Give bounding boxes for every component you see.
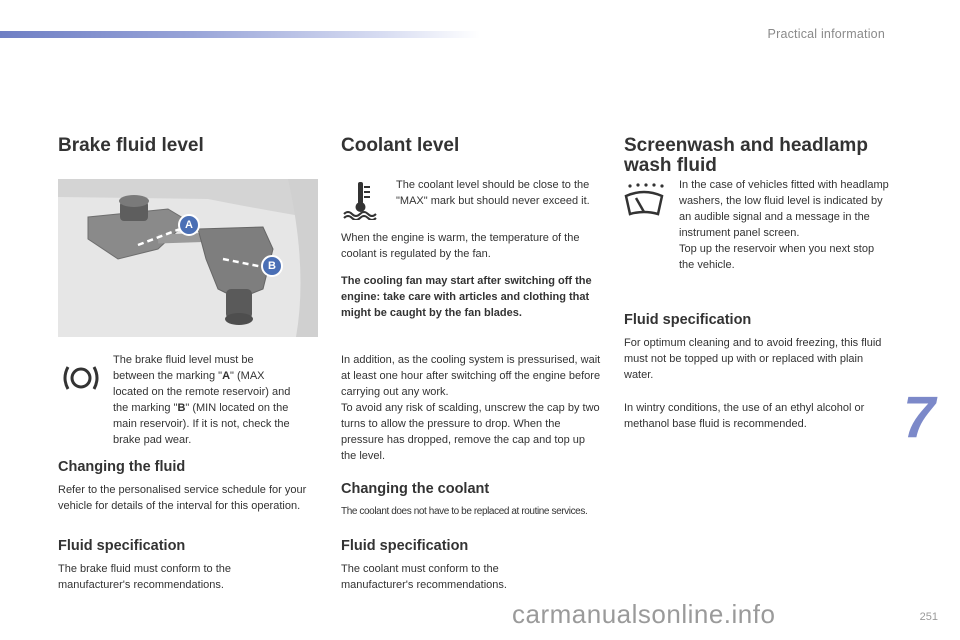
headlamp-washer-text: In the case of vehicles fitted with headlamp washers, the low fluid level is indicated by an audible signal and a message in the instrument panel screen. Top up the reservoir when you next stop the vehicle.	[679, 179, 889, 271]
screenwash-winter-text: In wintry conditions, the use of an ethyl alcohol or methanol base fluid is recommended.	[624, 402, 865, 430]
watermark: carmanualsonline.info	[512, 599, 776, 629]
coolant-temperature-icon	[341, 178, 381, 225]
changing-fluid-text: Refer to the personalised service schedule for your vehicle for details of the interval for this operation.	[58, 484, 307, 512]
section-header: Practical information	[767, 27, 885, 41]
brake-spec-text: The brake fluid must conform to the manufacturer's recommendations.	[58, 563, 232, 591]
screenwash-title: Screenwash and headlamp wash fluid	[624, 135, 868, 176]
brake-spec-heading: Fluid specification	[58, 538, 186, 554]
changing-fluid-heading: Changing the fluid	[58, 459, 186, 475]
coolant-level-title: Coolant level	[341, 135, 460, 156]
brake-level-text: The brake fluid level must be between the marking "A" (MAX located on the remote reservoir) and the marking "B" (MIN located on the main reservoir). If it is not, check the brake pad wear.	[113, 354, 291, 446]
screenwash-spec-heading: Fluid specification	[624, 312, 752, 328]
brake-reservoir-photo	[58, 179, 318, 337]
coolant-spec-text: The coolant must conform to the manufacturer's recommendations.	[341, 563, 507, 591]
header-color-bar	[0, 31, 480, 38]
brake-warning-icon	[62, 363, 100, 398]
brake-fluid-title: Brake fluid level	[58, 135, 204, 156]
windscreen-washer-icon	[622, 182, 666, 225]
coolant-warm-text: When the engine is warm, the temperature of the coolant is regulated by the fan.	[341, 232, 580, 260]
coolant-spec-heading: Fluid specification	[341, 538, 469, 554]
changing-coolant-heading: Changing the coolant	[341, 481, 490, 497]
cooling-fan-warning: The cooling fan may start after switching off the engine: take care with articles and clothing that might be caught by the fan blades.	[341, 275, 592, 319]
label-b-marker: B	[261, 255, 283, 277]
coolant-max-text: The coolant level should be close to the "MAX" mark but should never exceed it.	[396, 179, 590, 207]
chapter-number: 7	[903, 385, 936, 450]
coolant-pressure-text: In addition, as the cooling system is pressurised, wait at least one hour after switching off the engine before carrying out any work. To avoid any risk of scalding, unscrew the cap by two turns to allow the pressure to drop. When the pressure has dropped, remove the cap and top up the level.	[341, 354, 601, 462]
label-a-marker: A	[178, 214, 200, 236]
page-number: 251	[919, 611, 938, 623]
screenwash-spec-text: For optimum cleaning and to avoid freezing, this fluid must not be topped up with or replaced with plain water.	[624, 337, 882, 381]
changing-coolant-text: The coolant does not have to be replaced at routine services.	[341, 506, 588, 517]
